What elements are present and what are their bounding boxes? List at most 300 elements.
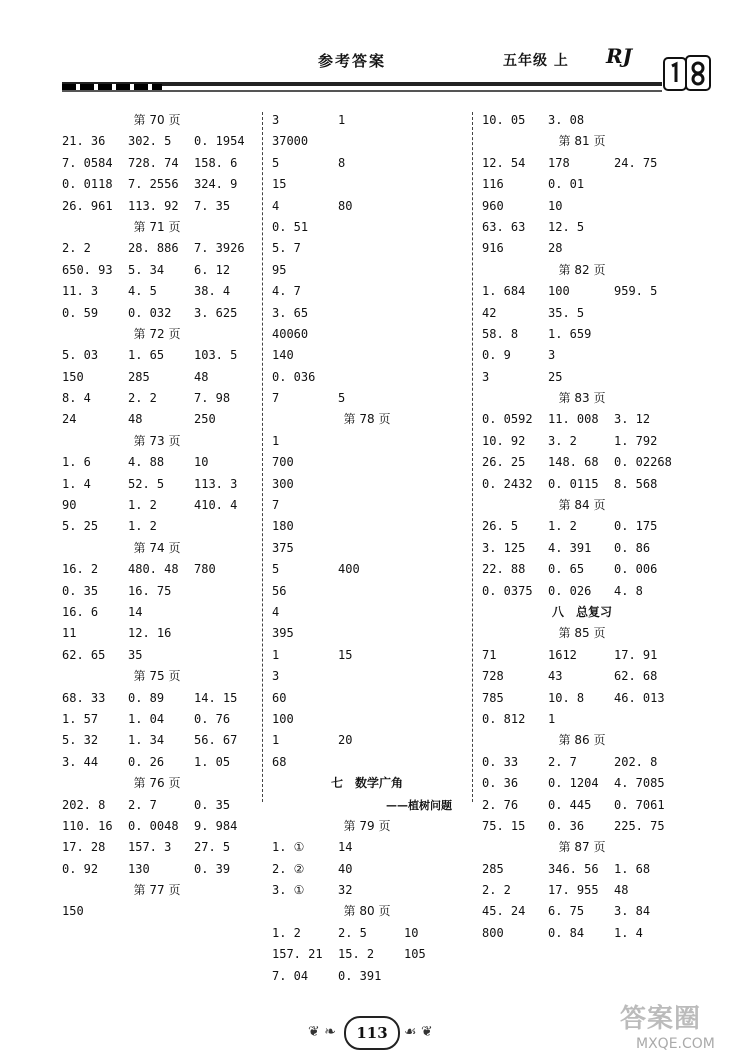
answer-value: 8. 568 — [614, 476, 658, 491]
answer-value: 1. 684 — [482, 284, 526, 299]
answer-value: 6. 12 — [194, 262, 231, 277]
answer-value: 650. 93 — [62, 262, 113, 277]
answer-value: 26. 961 — [62, 198, 113, 213]
answer-value: 15. 2 — [338, 947, 375, 962]
answer-row — [482, 816, 682, 837]
answer-row — [272, 367, 462, 388]
answer-value: 45. 24 — [482, 904, 526, 919]
answer-value: 5. 32 — [62, 733, 99, 748]
answer-value: 24. 75 — [614, 155, 658, 170]
answer-value: 28. 886 — [128, 241, 179, 256]
answer-row — [272, 153, 462, 174]
answer-value: 0. 26 — [128, 754, 165, 769]
answer-value: 5 — [272, 155, 280, 170]
answer-row — [272, 837, 462, 858]
answer-value: 3. 44 — [62, 754, 99, 769]
answer-value: 10 — [194, 455, 209, 470]
answer-value: 38. 4 — [194, 284, 231, 299]
answer-value: 1. 4 — [62, 476, 91, 491]
answer-value: 62. 68 — [614, 669, 658, 684]
answer-value: 14 — [338, 840, 353, 855]
answer-value: 700 — [272, 455, 294, 470]
answer-value: 2. 76 — [482, 797, 519, 812]
answer-value: 14. 15 — [194, 690, 238, 705]
answer-value: 0. 1204 — [548, 776, 599, 791]
answer-value: 300 — [272, 476, 294, 491]
answer-value: 1. ① — [272, 840, 305, 855]
answer-value: 728 — [482, 669, 504, 684]
answer-value: 1. 2 — [548, 519, 577, 534]
answer-value: 1. 2 — [272, 925, 301, 940]
answer-row — [272, 217, 462, 238]
answer-value: 7 — [272, 498, 280, 513]
answer-value: 20 — [338, 733, 353, 748]
answer-value: 100 — [272, 711, 294, 726]
answer-value: 3. 125 — [482, 540, 526, 555]
answer-value: 1. 2 — [128, 519, 157, 534]
answer-row — [482, 666, 682, 687]
answer-value: 400 — [338, 562, 360, 577]
answer-value: 40060 — [272, 326, 309, 341]
answer-value: 3 — [548, 348, 556, 363]
answer-value: 8 — [338, 155, 346, 170]
answer-row — [482, 795, 682, 816]
answer-row — [62, 452, 252, 473]
answer-value: 2. 2 — [482, 883, 511, 898]
answer-value: 202. 8 — [614, 754, 658, 769]
answer-row — [272, 538, 462, 559]
answer-row — [482, 452, 682, 473]
page-heading: 第 80 页 — [343, 904, 391, 919]
page-heading: 第 81 页 — [558, 134, 606, 149]
answer-value: 324. 9 — [194, 177, 238, 192]
answer-value: 103. 5 — [194, 348, 238, 363]
header-dashes — [62, 84, 162, 90]
answer-value: 10. 92 — [482, 433, 526, 448]
answer-value: 7. 35 — [194, 198, 231, 213]
answer-value: 1. 04 — [128, 711, 165, 726]
page-heading: 第 74 页 — [133, 540, 181, 555]
answer-row — [272, 859, 462, 880]
watermark-url: MXQE.COM — [636, 1036, 715, 1052]
answer-row — [482, 581, 682, 602]
page-heading: 第 86 页 — [558, 733, 606, 748]
answer-value: 0. 65 — [548, 562, 585, 577]
answer-value: 5. 7 — [272, 241, 301, 256]
answer-value: 22. 88 — [482, 562, 526, 577]
answer-value: 0. 0118 — [62, 177, 113, 192]
answer-value: 3. 12 — [614, 412, 651, 427]
answer-row — [482, 238, 682, 259]
answer-row — [272, 581, 462, 602]
answer-value: 68. 33 — [62, 690, 106, 705]
answer-value: 3. 84 — [614, 904, 651, 919]
header-grade: 五年级 上 — [503, 53, 569, 69]
answer-value: 100 — [548, 284, 570, 299]
answer-value: 157. 3 — [128, 840, 172, 855]
answer-value: 0. 02268 — [614, 455, 672, 470]
answer-value: 5. 34 — [128, 262, 165, 277]
answer-row — [482, 645, 682, 666]
answer-row — [272, 474, 462, 495]
answer-row — [62, 730, 252, 751]
answer-value: 1 — [548, 711, 556, 726]
answer-row — [62, 816, 252, 837]
header-title: 参考答案 — [318, 52, 387, 70]
answer-value: 3. 2 — [548, 433, 577, 448]
answer-value: 12. 16 — [128, 626, 172, 641]
answer-value: 113. 3 — [194, 476, 238, 491]
answer-row — [62, 260, 252, 281]
answer-value: 800 — [482, 925, 504, 940]
answer-row — [62, 752, 252, 773]
footer-ornament-icon: ☙ ❦ — [404, 1024, 433, 1040]
answer-row — [62, 837, 252, 858]
answer-value: 27. 5 — [194, 840, 231, 855]
answer-row — [482, 153, 682, 174]
answer-row — [62, 688, 252, 709]
answer-value: 10 — [404, 925, 419, 940]
answer-value: 1. 659 — [548, 326, 592, 341]
answer-value: 4. 7085 — [614, 776, 665, 791]
answer-row — [482, 516, 682, 537]
answer-value: 0. 0375 — [482, 583, 533, 598]
answer-value: 2. 2 — [62, 241, 91, 256]
answer-row — [272, 923, 462, 944]
answer-row — [272, 559, 462, 580]
answer-value: 17. 28 — [62, 840, 106, 855]
answer-value: 12. 5 — [548, 219, 585, 234]
answer-row — [482, 196, 682, 217]
answer-value: 285 — [482, 861, 504, 876]
answer-row — [272, 431, 462, 452]
answer-value: 5. 03 — [62, 348, 99, 363]
answer-row — [272, 110, 462, 131]
answer-value: 21. 36 — [62, 134, 106, 149]
answer-row — [482, 367, 682, 388]
answer-value: 116 — [482, 177, 504, 192]
answer-row — [272, 666, 462, 687]
answer-row — [62, 602, 252, 623]
answer-value: 7. 2556 — [128, 177, 179, 192]
answer-value: 375 — [272, 540, 294, 555]
answer-value: 4. 391 — [548, 540, 592, 555]
answer-value: 410. 4 — [194, 498, 238, 513]
answer-value: 0. 9 — [482, 348, 511, 363]
answer-value: 15 — [272, 177, 287, 192]
column-divider — [472, 112, 473, 802]
answer-value: 9. 984 — [194, 818, 238, 833]
page-heading: 第 73 页 — [133, 433, 181, 448]
answer-value: 395 — [272, 626, 294, 641]
answer-row — [482, 281, 682, 302]
page-heading: 第 72 页 — [133, 326, 181, 341]
answer-row — [482, 324, 682, 345]
answer-value: 6. 75 — [548, 904, 585, 919]
answer-value: 0. 032 — [128, 305, 172, 320]
answer-value: 0. 92 — [62, 861, 99, 876]
answer-row — [482, 923, 682, 944]
watermark: 答案圈 — [620, 1004, 702, 1034]
answer-value: 1. 65 — [128, 348, 165, 363]
answer-value: 11 — [62, 626, 77, 641]
answer-value: 2. 7 — [548, 754, 577, 769]
answer-value: 35 — [128, 647, 143, 662]
answer-row — [482, 559, 682, 580]
answer-row — [272, 752, 462, 773]
answer-value: 3. ① — [272, 883, 305, 898]
answer-value: 75. 15 — [482, 818, 526, 833]
answer-value: 4. 88 — [128, 455, 165, 470]
answer-value: 63. 63 — [482, 219, 526, 234]
answer-value: 0. 36 — [548, 818, 585, 833]
answer-value: 25 — [548, 369, 563, 384]
answer-value: 0. 445 — [548, 797, 592, 812]
answer-value: 7 — [272, 391, 280, 406]
answer-value: 960 — [482, 198, 504, 213]
answer-value: 480. 48 — [128, 562, 179, 577]
answer-value: 11. 3 — [62, 284, 99, 299]
answer-value: 17. 955 — [548, 883, 599, 898]
answer-value: 250 — [194, 412, 216, 427]
answer-row — [482, 901, 682, 922]
answer-value: 56 — [272, 583, 287, 598]
answer-value: 12. 54 — [482, 155, 526, 170]
answer-value: 1. 68 — [614, 861, 651, 876]
answer-value: 130 — [128, 861, 150, 876]
answer-value: 5 — [272, 562, 280, 577]
answer-value: 10. 8 — [548, 690, 585, 705]
answer-row — [272, 880, 462, 901]
page-number: 113 — [344, 1016, 400, 1050]
answer-value: 71 — [482, 647, 497, 662]
page-heading: 第 83 页 — [558, 391, 606, 406]
answer-row — [482, 773, 682, 794]
answer-value: 1. 6 — [62, 455, 91, 470]
answer-value: 113. 92 — [128, 198, 179, 213]
answer-row — [62, 559, 252, 580]
answer-value: 0. 84 — [548, 925, 585, 940]
answer-row — [62, 516, 252, 537]
answer-value: 35. 5 — [548, 305, 585, 320]
answer-value: 148. 68 — [548, 455, 599, 470]
answer-row — [62, 901, 252, 922]
page-heading: 第 70 页 — [133, 113, 181, 127]
answer-value: 0. 7061 — [614, 797, 665, 812]
column-divider — [262, 112, 263, 802]
answer-row — [62, 623, 252, 644]
answer-value: 0. 812 — [482, 711, 526, 726]
answer-value: 60 — [272, 690, 287, 705]
answer-value: 68 — [272, 754, 287, 769]
answer-value: 16. 75 — [128, 583, 172, 598]
answer-value: 7. 0584 — [62, 155, 113, 170]
answer-value: 52. 5 — [128, 476, 165, 491]
answer-row — [62, 196, 252, 217]
answer-value: 3 — [482, 369, 490, 384]
answer-value: 10. 05 — [482, 113, 526, 127]
answer-value: 7. 04 — [272, 968, 309, 983]
answer-row — [62, 859, 252, 880]
answer-value: 0. 59 — [62, 305, 99, 320]
answer-row — [62, 409, 252, 430]
answer-row — [272, 452, 462, 473]
answer-value: 1. 2 — [128, 498, 157, 513]
answer-row — [62, 238, 252, 259]
answer-value: 0. 51 — [272, 219, 309, 234]
answer-value: 95 — [272, 262, 287, 277]
answer-row — [62, 367, 252, 388]
answer-value: 32 — [338, 883, 353, 898]
page-header — [0, 0, 750, 110]
answer-value: 0. 36 — [482, 776, 519, 791]
answer-value: 90 — [62, 498, 77, 513]
answer-row — [62, 474, 252, 495]
answer-value: 4. 7 — [272, 284, 301, 299]
answer-row — [62, 345, 252, 366]
answer-value: 3. 65 — [272, 305, 309, 320]
answer-row — [62, 795, 252, 816]
answer-value: 8. 4 — [62, 391, 91, 406]
answer-value: 150 — [62, 369, 84, 384]
answer-row — [62, 131, 252, 152]
answer-row — [272, 688, 462, 709]
answer-row — [62, 303, 252, 324]
answer-value: 0. 39 — [194, 861, 231, 876]
answer-value: 48 — [128, 412, 143, 427]
answer-value: 2. 2 — [128, 391, 157, 406]
section-heading: 七 数学广角 — [330, 776, 403, 791]
answer-row — [272, 238, 462, 259]
answer-value: 157. 21 — [272, 947, 323, 962]
answer-value: 780 — [194, 562, 216, 577]
page-heading: 第 87 页 — [558, 840, 606, 855]
answer-row — [482, 538, 682, 559]
answer-value: 17. 91 — [614, 647, 658, 662]
answer-value: 37000 — [272, 134, 309, 149]
answer-value: 11. 008 — [548, 412, 599, 427]
answer-value: 40 — [338, 861, 353, 876]
answer-value: 24 — [62, 412, 77, 427]
answer-value: 1. 792 — [614, 433, 658, 448]
answer-value: 785 — [482, 690, 504, 705]
answer-value: 0. 33 — [482, 754, 519, 769]
answer-row — [62, 495, 252, 516]
answer-value: 0. 175 — [614, 519, 658, 534]
page-heading: 第 82 页 — [558, 262, 606, 277]
answer-row — [62, 281, 252, 302]
page-heading: 第 77 页 — [133, 883, 181, 898]
answer-row — [482, 880, 682, 901]
answer-value: 62. 65 — [62, 647, 106, 662]
answer-value: 4. 8 — [614, 583, 643, 598]
answer-row — [272, 730, 462, 751]
answer-value: 15 — [338, 647, 353, 662]
answer-value: 28 — [548, 241, 563, 256]
answer-row — [272, 623, 462, 644]
answer-value: 3 — [272, 113, 280, 127]
answer-row — [272, 602, 462, 623]
answer-value: 1. 05 — [194, 754, 231, 769]
answer-value: 0. 0115 — [548, 476, 599, 491]
answer-row — [62, 645, 252, 666]
answer-row — [272, 495, 462, 516]
page-heading: 第 76 页 — [133, 776, 181, 791]
answer-row — [482, 688, 682, 709]
answer-column-2 — [272, 110, 462, 987]
answer-value: 3. 08 — [548, 113, 585, 127]
answer-value: 285 — [128, 369, 150, 384]
answer-value: 16. 2 — [62, 562, 99, 577]
answer-value: 0. 89 — [128, 690, 165, 705]
answer-row — [62, 153, 252, 174]
answer-row — [482, 859, 682, 880]
answer-row — [272, 281, 462, 302]
answer-row — [62, 174, 252, 195]
answer-row — [482, 174, 682, 195]
answer-column-3 — [482, 110, 682, 944]
answer-value: 346. 56 — [548, 861, 599, 876]
answer-value: 202. 8 — [62, 797, 106, 812]
answer-value: 16. 6 — [62, 604, 99, 619]
answer-value: 4 — [272, 198, 280, 213]
answer-value: 58. 8 — [482, 326, 519, 341]
answer-value: 0. 036 — [272, 369, 316, 384]
answer-value: 5. 25 — [62, 519, 99, 534]
answer-value: 1 — [272, 433, 280, 448]
answer-value: 4 — [272, 604, 280, 619]
answer-value: 4. 5 — [128, 284, 157, 299]
answer-value: 80 — [338, 198, 353, 213]
answer-row — [482, 752, 682, 773]
page-heading: 第 75 页 — [133, 669, 181, 684]
answer-value: 1 — [338, 113, 346, 127]
answer-row — [482, 709, 682, 730]
section-subheading: ——植树问题 — [386, 798, 452, 812]
answer-row — [482, 409, 682, 430]
answer-row — [272, 709, 462, 730]
answer-row — [272, 174, 462, 195]
answer-value: 5 — [338, 391, 346, 406]
answer-value: 225. 75 — [614, 818, 665, 833]
answer-value: 3. 625 — [194, 305, 238, 320]
answer-row — [482, 110, 682, 131]
answer-row — [62, 709, 252, 730]
answer-value: 10 — [548, 198, 563, 213]
answer-value: 7. 98 — [194, 391, 231, 406]
answer-value: 1. 4 — [614, 925, 643, 940]
answer-value: 2. 7 — [128, 797, 157, 812]
answer-row — [482, 474, 682, 495]
answer-value: 42 — [482, 305, 497, 320]
answer-value: 1 — [272, 733, 280, 748]
answer-value: 2. 5 — [338, 925, 367, 940]
answer-value: 0. 35 — [62, 583, 99, 598]
answer-value: 1. 34 — [128, 733, 165, 748]
answer-row — [272, 388, 462, 409]
answer-value: 7. 3926 — [194, 241, 245, 256]
answer-value: 26. 25 — [482, 455, 526, 470]
answer-value: 302. 5 — [128, 134, 172, 149]
answer-value: 0. 2432 — [482, 476, 533, 491]
answer-value: 43 — [548, 669, 563, 684]
answer-row — [272, 944, 462, 965]
answer-row — [62, 581, 252, 602]
answer-value: 0. 86 — [614, 540, 651, 555]
answer-value: 959. 5 — [614, 284, 658, 299]
page-heading: 第 79 页 — [343, 818, 391, 833]
answer-value: 180 — [272, 519, 294, 534]
